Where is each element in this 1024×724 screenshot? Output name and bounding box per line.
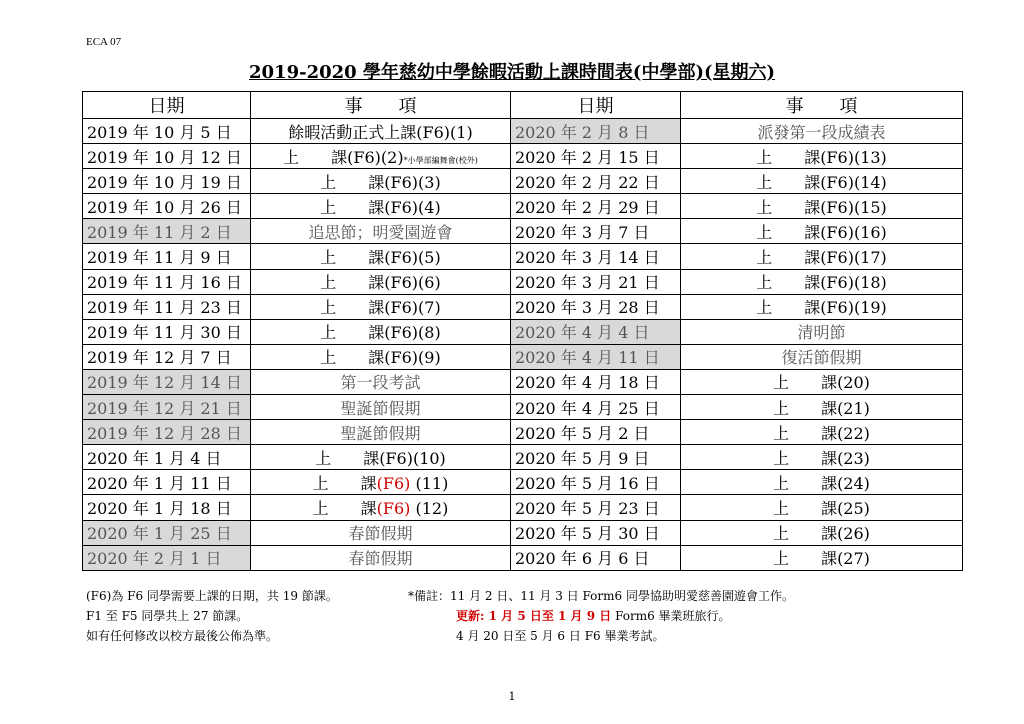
cell-date-left: 2019 年 11 月 23 日 (83, 294, 251, 319)
event-text: 上 課(F6)(6) (320, 273, 441, 293)
table-row (83, 219, 963, 244)
cell-event-right: 上 課(27) (681, 545, 963, 570)
cell-event-right: 上 課(F6)(19) (681, 294, 963, 319)
cell-event-right: 上 課(22) (681, 420, 963, 445)
cell-event-right: 上 課(23) (681, 445, 963, 470)
cell-event-right: 上 課(F6)(17) (681, 244, 963, 269)
cell-date-left: 2019 年 12 月 14 日 (83, 369, 251, 394)
event-text: 上 課(F6)(7) (320, 298, 441, 318)
notes-line-3 (86, 626, 966, 646)
cell-event-right: 上 課(24) (681, 470, 963, 495)
cell-event-left (251, 319, 511, 344)
table-row (83, 319, 963, 344)
cell-date-left: 2019 年 10 月 5 日 (83, 119, 251, 144)
table-row (83, 269, 963, 294)
cell-event-left (251, 495, 511, 520)
table-row (83, 369, 963, 394)
event-red-text: (F6) (376, 498, 411, 518)
cell-date-left: 2019 年 11 月 16 日 (83, 269, 251, 294)
table-row (83, 545, 963, 570)
cell-event-right: 上 課(F6)(16) (681, 219, 963, 244)
cell-date-right: 2020 年 5 月 23 日 (511, 495, 681, 520)
event-text: 聖誕節假期 (340, 398, 421, 418)
cell-event-left (251, 344, 511, 369)
note-disclaimer: 如有任何修改以校方最後公佈為準。 (86, 629, 279, 643)
cell-event-left (251, 545, 511, 570)
table-row (83, 194, 963, 219)
event-suffix: (12) (410, 498, 449, 518)
document-code: ECA 07 (86, 36, 122, 48)
page-number: 1 (508, 690, 516, 703)
cell-date-right: 2020 年 4 月 18 日 (511, 369, 681, 394)
cell-event-left (251, 169, 511, 194)
title-text: 2019-2020 學年慈幼中學餘暇活動上課時間表(中學部)(星期六) (249, 62, 775, 83)
note-remark: *備註：11 月 2 日、11 月 3 日 Form6 同學協助明愛慈善園遊會工作。 (408, 589, 794, 603)
cell-event-left (251, 369, 511, 394)
note-update (456, 606, 731, 626)
table-row (83, 169, 963, 194)
event-text: 春節假期 (348, 524, 413, 544)
cell-date-right: 2020 年 4 月 25 日 (511, 395, 681, 420)
event-red-text: (F6) (376, 473, 411, 493)
cell-date-right: 2020 年 5 月 2 日 (511, 420, 681, 445)
table-row (83, 119, 963, 144)
cell-date-right: 2020 年 5 月 9 日 (511, 445, 681, 470)
cell-event-right: 派發第一段成績表 (681, 119, 963, 144)
cell-date-left: 2020 年 1 月 4 日 (83, 445, 251, 470)
cell-event-right: 上 課(21) (681, 395, 963, 420)
cell-event-left (251, 119, 511, 144)
cell-date-right: 2020 年 3 月 21 日 (511, 269, 681, 294)
cell-date-right: 2020 年 2 月 29 日 (511, 194, 681, 219)
cell-date-right: 2020 年 5 月 16 日 (511, 470, 681, 495)
header-event-right: 事 項 (681, 92, 963, 119)
event-text: 聖誕節假期 (340, 423, 421, 443)
note-update-red: 更新: 1 月 5 日至 1 月 9 日 (456, 609, 612, 623)
event-text: 第一段考試 (340, 373, 421, 393)
cell-date-left: 2019 年 10 月 19 日 (83, 169, 251, 194)
cell-event-right: 上 課(F6)(14) (681, 169, 963, 194)
cell-date-left: 2019 年 10 月 26 日 (83, 194, 251, 219)
note-update-rest: Form6 畢業班旅行。 (611, 609, 731, 623)
event-text: 上 課(F6)(3) (320, 172, 441, 192)
cell-event-right: 清明節 (681, 319, 963, 344)
table-row (83, 344, 963, 369)
cell-date-right: 2020 年 4 月 11 日 (511, 344, 681, 369)
cell-event-left (251, 420, 511, 445)
cell-date-right: 2020 年 3 月 14 日 (511, 244, 681, 269)
cell-event-right: 上 課(F6)(13) (681, 144, 963, 169)
note-f6-sessions: (F6)為 F6 同學需要上課的日期，共 19 節課。 (86, 589, 338, 603)
cell-event-right: 上 課(20) (681, 369, 963, 394)
header-date-left: 日期 (83, 92, 251, 119)
table-row (83, 144, 963, 169)
table-row (83, 445, 963, 470)
header-event-left: 事 項 (251, 92, 511, 119)
event-text: 餘暇活動正式上課(F6)(1) (288, 122, 473, 142)
table-row (83, 294, 963, 319)
cell-date-right: 2020 年 6 月 6 日 (511, 545, 681, 570)
cell-date-left: 2020 年 1 月 11 日 (83, 470, 251, 495)
cell-date-left: 2019 年 12 月 28 日 (83, 420, 251, 445)
cell-event-left (251, 269, 511, 294)
cell-event-left (251, 470, 511, 495)
cell-date-left: 2019 年 11 月 2 日 (83, 219, 251, 244)
event-suffix: (11) (410, 473, 449, 493)
cell-event-left (251, 395, 511, 420)
event-text: 上 課(F6)(10) (315, 448, 446, 468)
cell-date-left: 2020 年 1 月 18 日 (83, 495, 251, 520)
notes-line-1 (86, 586, 966, 606)
notes-line-2 (86, 606, 966, 626)
cell-event-left (251, 520, 511, 545)
event-text: 追思節；明愛園遊會 (308, 222, 453, 242)
cell-date-left: 2020 年 2 月 1 日 (83, 545, 251, 570)
event-text: 春節假期 (348, 549, 413, 569)
cell-event-right: 上 課(26) (681, 520, 963, 545)
event-text: 上 課(F6)(4) (320, 197, 441, 217)
cell-event-right: 上 課(F6)(18) (681, 269, 963, 294)
table-row (83, 495, 963, 520)
schedule-table (82, 91, 963, 571)
header-row (83, 92, 963, 119)
header-date-right: 日期 (511, 92, 681, 119)
cell-event-right: 復活節假期 (681, 344, 963, 369)
cell-event-left (251, 244, 511, 269)
event-text: 上 課(F6)(8) (320, 323, 441, 343)
table-row (83, 520, 963, 545)
cell-date-right: 2020 年 3 月 28 日 (511, 294, 681, 319)
event-text: 上 課(F6)(5) (320, 248, 441, 268)
cell-date-left: 2019 年 12 月 7 日 (83, 344, 251, 369)
table-row (83, 470, 963, 495)
cell-event-right: 上 課(25) (681, 495, 963, 520)
event-text: 上 課 (312, 498, 377, 518)
note-exam: 4 月 20 日至 5 月 6 日 F6 畢業考試。 (456, 629, 665, 643)
notes (86, 586, 966, 646)
event-text: 上 課 (312, 473, 377, 493)
cell-date-right: 2020 年 4 月 4 日 (511, 319, 681, 344)
cell-date-right: 2020 年 2 月 22 日 (511, 169, 681, 194)
cell-event-left (251, 445, 511, 470)
page-title (0, 58, 1024, 84)
note-f1-f5: F1 至 F5 同學共上 27 節課。 (86, 609, 249, 623)
cell-date-right: 2020 年 3 月 7 日 (511, 219, 681, 244)
event-note: *小學部編舞會(校外) (403, 155, 478, 165)
cell-event-left (251, 194, 511, 219)
table-row (83, 395, 963, 420)
cell-date-left: 2019 年 12 月 21 日 (83, 395, 251, 420)
cell-event-left (251, 219, 511, 244)
cell-date-right: 2020 年 2 月 15 日 (511, 144, 681, 169)
cell-date-left: 2020 年 1 月 25 日 (83, 520, 251, 545)
cell-event-left (251, 294, 511, 319)
cell-date-right: 2020 年 5 月 30 日 (511, 520, 681, 545)
cell-date-left: 2019 年 11 月 9 日 (83, 244, 251, 269)
table-row (83, 420, 963, 445)
cell-date-left: 2019 年 10 月 12 日 (83, 144, 251, 169)
table-row (83, 244, 963, 269)
event-text: 上 課(F6)(9) (320, 348, 441, 368)
cell-event-left (251, 144, 511, 169)
cell-date-right: 2020 年 2 月 8 日 (511, 119, 681, 144)
event-text: 上 課(F6)(2) (283, 147, 404, 167)
cell-date-left: 2019 年 11 月 30 日 (83, 319, 251, 344)
cell-event-right: 上 課(F6)(15) (681, 194, 963, 219)
